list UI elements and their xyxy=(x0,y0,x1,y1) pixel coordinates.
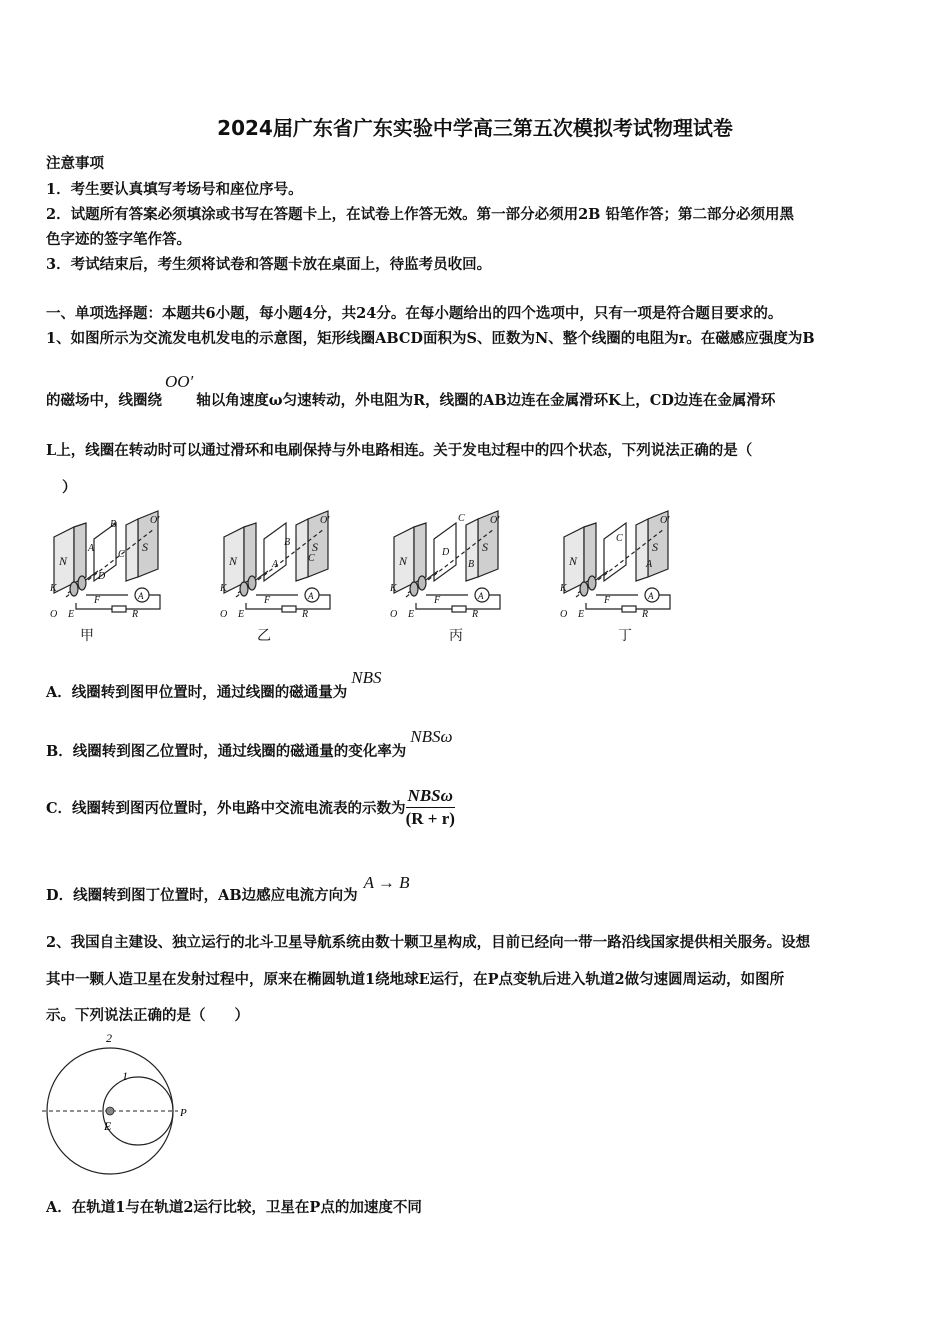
svg-text:B: B xyxy=(468,559,475,570)
svg-text:B: B xyxy=(284,537,291,548)
option-d-formula: A → B xyxy=(363,873,410,892)
svg-text:N: N xyxy=(59,554,68,568)
svg-text:C: C xyxy=(308,553,315,564)
svg-text:C: C xyxy=(616,533,623,544)
option-c-fraction xyxy=(406,786,455,829)
q1-line: 1、如图所示为交流发电机发电的示意图，矩形线圈ABCD面积为S、匝数为N、整个线圈的电阻为r。在磁感应强度为B xyxy=(46,330,815,347)
figure-caption: 丙 xyxy=(449,628,463,644)
option-b-text: B．线圈转到图乙位置时，通过线圈的磁通量的变化率为 xyxy=(46,743,407,760)
notice-item: 色字迹的签字笔作答。 xyxy=(46,231,191,248)
fraction-denominator: (R + r) xyxy=(405,809,455,828)
svg-text:A: A xyxy=(272,559,279,570)
svg-text:D: D xyxy=(442,547,450,558)
svg-text:A: A xyxy=(138,591,144,601)
figure-caption: 乙 xyxy=(257,628,271,644)
svg-text:O: O xyxy=(50,609,58,620)
generator-diagram xyxy=(49,511,160,620)
q1-line: ） xyxy=(62,479,77,496)
svg-text:B: B xyxy=(110,519,117,530)
point-label: P xyxy=(180,1107,187,1119)
q1-line-text: 的磁场中，线圈绕 xyxy=(46,392,162,409)
generator-figures xyxy=(46,505,866,645)
notice-item: 1．考生要认真填写考场号和座位序号。 xyxy=(46,181,303,198)
svg-text:C: C xyxy=(458,513,465,524)
svg-text:D: D xyxy=(98,571,106,582)
option-b-formula: NBSω xyxy=(410,727,453,746)
notice-item: 2．试题所有答案必须填涂或书写在答题卡上，在试卷上作答无效。第一部分必须用2B 铅笔作答；第二部分必须用黑 xyxy=(46,206,794,223)
earth-label: E xyxy=(104,1119,112,1133)
svg-text:C: C xyxy=(118,549,125,560)
option-a-text: A．线圈转到图甲位置时，通过线圈的磁通量为 xyxy=(46,684,348,701)
orbit-label: 1 xyxy=(122,1069,128,1083)
svg-text:K: K xyxy=(50,583,57,594)
q2-line: 其中一颗人造卫星在发射过程中，原来在椭圆轨道1绕地球E运行，在P点变轨后进入轨道2做匀速圆周运动，如图所 xyxy=(46,971,785,988)
option-a-formula: NBS xyxy=(351,668,382,687)
svg-text:A: A xyxy=(646,559,653,570)
page-title: 2024届广东省广东实验中学高三第五次模拟考试物理试卷 xyxy=(217,116,733,140)
q2-line: 示。下列说法正确的是（ ） xyxy=(46,1007,249,1024)
q1-line: L上，线圈在转动时可以通过滑环和电刷保持与外电路相连。关于发电过程中的四个状态，下列说法正确的是（ xyxy=(46,442,753,459)
figure-caption: 甲 xyxy=(80,628,94,644)
section-heading: 一、单项选择题：本题共6小题，每小题4分，共24分。在每小题给出的四个选项中，只有一项是符合题目要求的。 xyxy=(46,305,783,322)
svg-text:E: E xyxy=(68,609,75,620)
svg-text:F: F xyxy=(94,595,101,606)
svg-text:A: A xyxy=(88,543,95,554)
option-c-text: C．线圈转到图丙位置时，外电路中交流电流表的示数为 xyxy=(46,800,406,817)
q1-line-text: 轴以角速度ω匀速转动，外电阻为R，线圈的AB边连在金属滑环K上，CD边连在金属滑环 xyxy=(196,392,776,409)
axis-symbol: OO′ xyxy=(165,372,194,391)
notice-item: 3．考试结束后，考生须将试卷和答题卡放在桌面上，待监考员收回。 xyxy=(46,256,492,273)
orbit-diagram xyxy=(40,1030,200,1180)
svg-text:O′: O′ xyxy=(150,515,160,526)
option-d-text: D．线圈转到图丁位置时，AB边感应电流方向为 xyxy=(46,887,358,904)
notice-heading: 注意事项 xyxy=(46,155,104,172)
q2-option-a: A．在轨道1与在轨道2运行比较，卫星在P点的加速度不同 xyxy=(46,1199,422,1216)
svg-text:R: R xyxy=(132,609,139,620)
fraction-numerator: NBSω xyxy=(406,786,455,808)
q2-line: 2、我国自主建设、独立运行的北斗卫星导航系统由数十颗卫星构成，目前已经向一带一路沿线国家提供相关服务。设想 xyxy=(46,934,811,951)
svg-text:S: S xyxy=(142,540,148,554)
figure-caption: 丁 xyxy=(618,628,632,644)
earth-dot xyxy=(106,1107,114,1115)
orbit-label: 2 xyxy=(106,1031,112,1045)
